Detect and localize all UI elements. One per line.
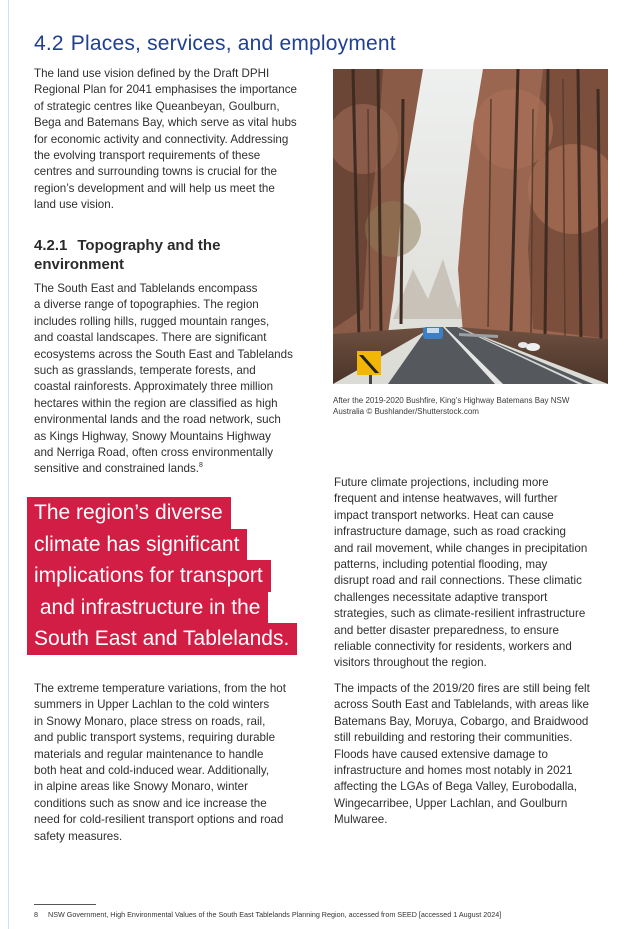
bushfire-road-photo xyxy=(333,69,608,384)
intro-paragraph: The land use vision defined by the Draft DPHI Regional Plan for 2041 emphasises the importance of strategic centres like Queanbeyan, Goulburn, Bega and Batemans Bay, which serve as vital hubs for economic activity and connectivity. Addressing the evolving transport requirements of these centres and surrounding towns is crucial for the region’s development and will help us meet the land use vision. xyxy=(34,67,297,212)
pull-quote-line: South East and Tablelands. xyxy=(27,623,297,655)
page-margin-line xyxy=(8,0,9,929)
footnote xyxy=(34,910,501,919)
section-title: Places, services, and employment xyxy=(70,32,396,55)
climate-paragraph: Future climate projections, including more frequent and intense heatwaves, will further impact transport networks. Heat can cause infrastructure damage, such as road cracking and rail movement, while changes in precipitation patterns, including potential flooding, may disrupt road and rail connections. These climatic challenges necessitate adaptive transport strategies, such as climate-resilient infrastructure and better disaster preparedness, to ensure reliable connectivity for residents, workers and visitors throughout the region. xyxy=(334,476,588,670)
section-heading xyxy=(34,32,396,56)
pull-quote-line: and infrastructure in the xyxy=(27,592,268,624)
subsection-number: 4.2.1 xyxy=(34,237,68,254)
pull-quote xyxy=(27,497,327,655)
photo-caption: After the 2019-2020 Bushfire, King’s Highway Batemans Bay NSW Australia © Bushlander/Shutterstock.com xyxy=(333,396,570,416)
subsection-heading xyxy=(34,236,274,274)
footnote-reference[interactable]: 8 xyxy=(199,462,203,470)
pull-quote-line: climate has significant xyxy=(27,529,247,561)
footnote-divider xyxy=(34,904,96,905)
pull-quote-line: implications for transport xyxy=(27,560,271,592)
subsection-title: Topography and the environment xyxy=(34,237,221,273)
footnote-text: NSW Government, High Environmental Values of the South East Tablelands Planning Region, accessed from SEED [accessed 1 August 2024] xyxy=(48,910,502,919)
pull-quote-line: The region’s diverse xyxy=(27,497,231,529)
section-number: 4.2 xyxy=(34,32,64,55)
temperature-paragraph: The extreme temperature variations, from the hot summers in Upper Lachlan to the cold winters in Snowy Monaro, place stress on roads, rail, and public transport systems, requiring durable materials and regular maintenance to handle both heat and cold-induced wear. Additionally, in alpine areas like Snowy Monaro, winter conditions such as snow and ice increase the need for cold-resilient transport options and road safety measures. xyxy=(34,682,286,843)
footnote-number: 8 xyxy=(34,910,38,919)
topography-paragraph: The South East and Tablelands encompass a diverse range of topographies. The region includes rolling hills, rugged mountain ranges, and coastal landscapes. There are significant ecosystems across the South East and Tablelands such as grasslands, temperate forests, and coastal rainforests. Approximately three million hectares within the region are classified as high environmental lands and the road network, such as Kings Highway, Snowy Mountains Highway and Nerriga Road, often cross environmentally sensitive and constrained lands.$^8$ xyxy=(34,282,293,476)
fires-paragraph: The impacts of the 2019/20 fires are still being felt across South East and Tablelands, with areas like Batemans Bay, Moruya, Cobargo, and Braidwood still rebuilding and restoring their communities. Floods have caused extensive damage to infrastructure and homes most notably in 2021 affecting the LGAs of Bega Valley, Eurobodalla, Wingecarribee, Upper Lachlan, and Goulburn Mulwaree. xyxy=(334,682,590,827)
